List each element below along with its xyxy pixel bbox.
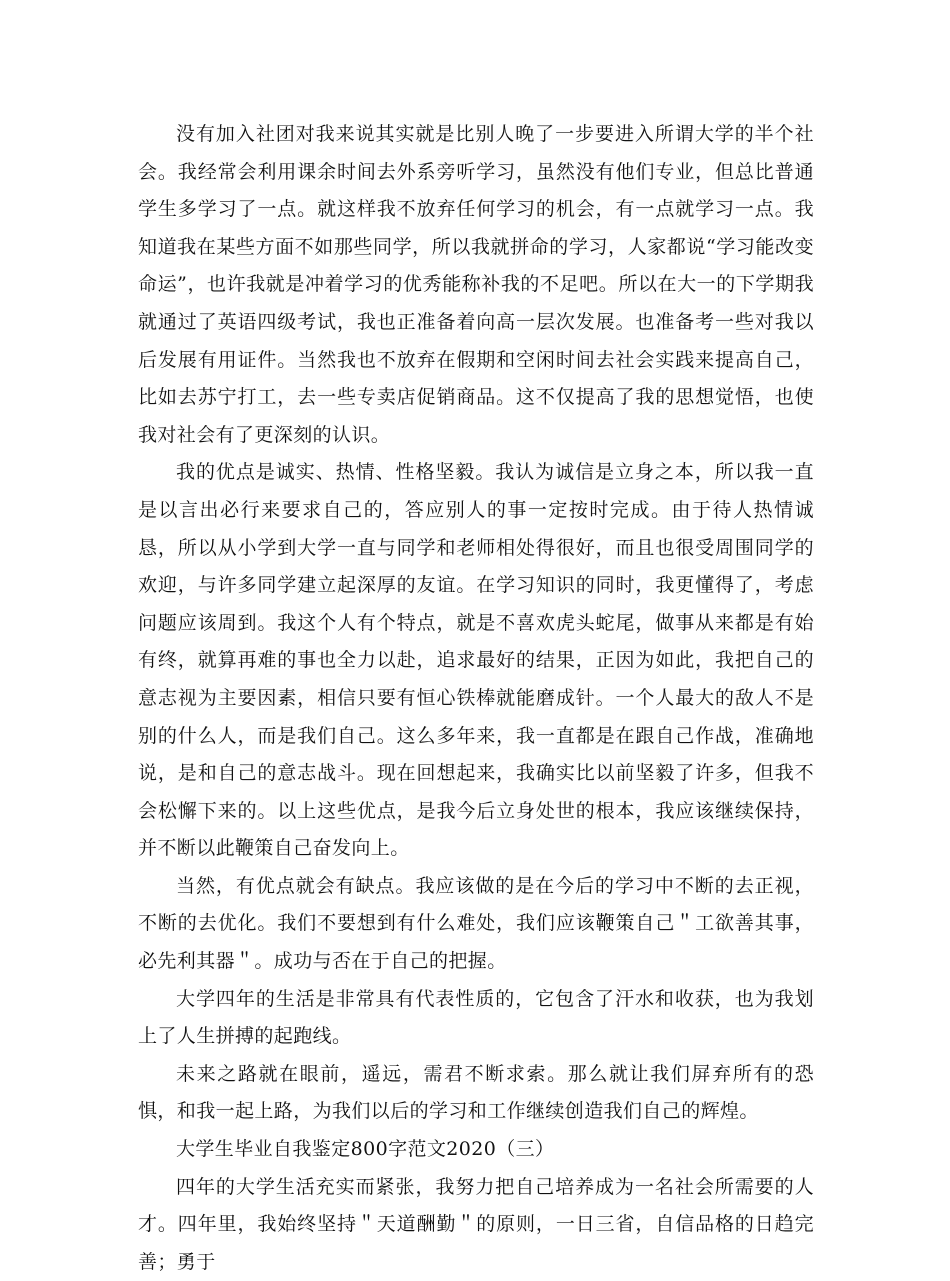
paragraph-university-life: 大学四年的生活是非常具有代表性质的，它包含了汗水和收获，也为我划上了人生拼搏的起跑线。 [138,987,814,1048]
paragraph-strengths: 我的优点是诚实、热情、性格坚毅。我认为诚信是立身之本，所以我一直是以言出必行来要求自己的，答应别人的事一定按时完成。由于待人热情诚恳，所以从小学到大学一直与同学和老师相处得很好，而且也很受周围同学的欢迎，与许多同学建立起深厚的友谊。在学习知识的同时，我更懂得了，考虑问题应该周到。我这个人有个特点，就是不喜欢虎头蛇尾，做事从来都是有始有终，就算再难的事也全力以赴，追求最好的结果，正因为如此，我把自己的意志视为主要因素，相信只要有恒心铁棒就能磨成针。一个人最大的敌人不是别的什么人，而是我们自己。这么多年来，我一直都是在跟自己作战，准确地说，是和自己的意志战斗。现在回想起来，我确实比以前坚毅了许多，但我不会松懈下来的。以上这些优点，是我今后立身处世的根本，我应该继续保持，并不断以此鞭策自己奋发向上。 [138,461,814,860]
paragraph-club-and-study: 没有加入社团对我来说其实就是比别人晚了一步要进入所谓大学的半个社会。我经常会利用课余时间去外系旁听学习，虽然没有他们专业，但总比普通学生多学习了一点。就这样我不放弃任何学习的机会，有一点就学习一点。我知道我在某些方面不如那些同学，所以我就拼命的学习，人家都说“学习能改变命运”，也许我就是冲着学习的优秀能称补我的不足吧。所以在大一的下学期我就通过了英语四级考试，我也正准备着向高一层次发展。也准备考一些对我以后发展有用证件。当然我也不放弃在假期和空闲时间去社会实践来提高自己，比如去苏宁打工，去一些专卖店促销商品。这不仅提高了我的思想觉悟，也使我对社会有了更深刻的认识。 [138,123,814,446]
paragraph-future: 未来之路就在眼前，遥远，需君不断求索。那么就让我们屏弃所有的恐惧，和我一起上路，为我们以后的学习和工作继续创造我们自己的辉煌。 [138,1062,814,1123]
paragraph-four-years: 四年的大学生活充实而紧张，我努力把自己培养成为一名社会所需要的人才。四年里，我始终坚持＂天道酬勤＂的原则，一日三省，自信品格的日趋完善；勇于 [138,1175,814,1273]
section-heading: 大学生毕业自我鉴定800字范文2020（三） [176,1138,555,1161]
document-body [138,116,814,1281]
paragraph-weaknesses: 当然，有优点就会有缺点。我应该做的是在今后的学习中不断的去正视，不断的去优化。我们不要想到有什么难处，我们应该鞭策自己＂工欲善其事，必先利其器＂。成功与否在于自己的把握。 [138,874,814,973]
